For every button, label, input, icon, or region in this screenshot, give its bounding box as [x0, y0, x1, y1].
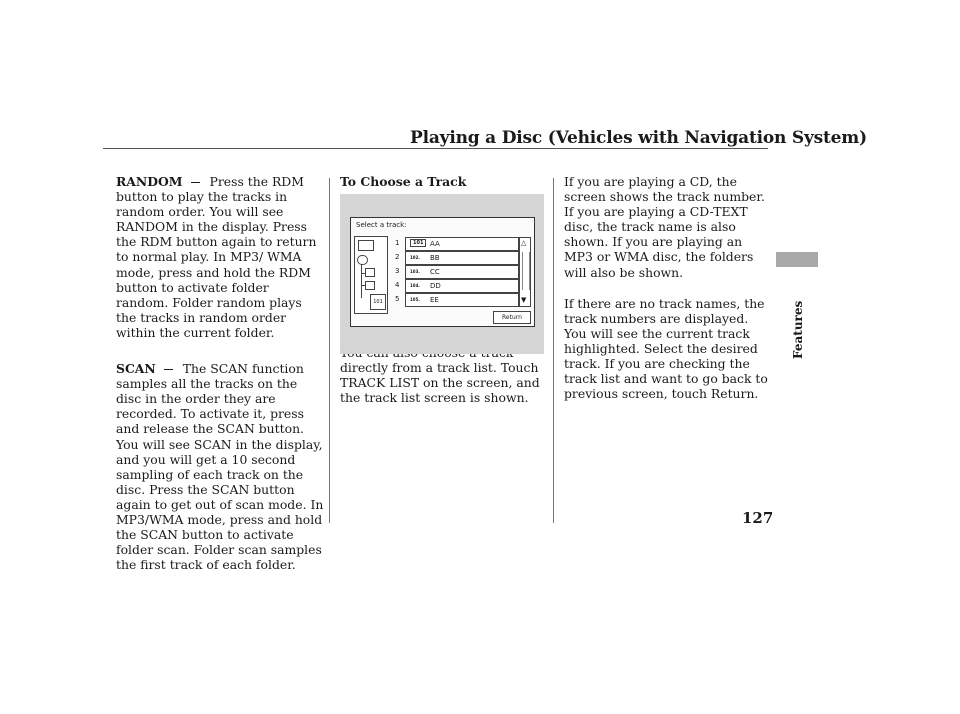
- scroll-down-icon[interactable]: ▼: [521, 296, 527, 304]
- folder-icon: [365, 268, 375, 277]
- track-info-paragraph: If you are playing a CD, the screen shows the track number. If you are playing a CD-TEXT disc, the track name is also shown. If you are playing an MP3 or WMA disc, the folders will also be shown.: [564, 174, 765, 280]
- column-divider-right: [553, 178, 554, 523]
- track-row[interactable]: [395, 293, 517, 307]
- random-paragraph: [116, 174, 324, 340]
- track-info-paragraph: If there are no track names, the track numbers are displayed. You will see the current track highlighted. Select the desired track. If you are checking the track list and want to go back to previous screen, touch Return.: [564, 295, 768, 402]
- page-title: Playing a Disc (Vehicles with Navigation System): [410, 128, 867, 148]
- track-row[interactable]: [395, 237, 517, 251]
- em-dash: [191, 182, 200, 183]
- select-track-prompt: Select a track:: [356, 221, 407, 229]
- track-code: 105.: [410, 297, 420, 302]
- selected-folder-icon: 101: [370, 294, 386, 310]
- track-number: 2: [395, 253, 400, 261]
- scan-heading: SCAN: [116, 361, 156, 377]
- random-text: Press the RDM button to play the tracks in random order. You will see RANDOM in the display. Press the RDM button again to return to normal play. In MP3/ WMA mode, press and hold the RDM button to activate folder random. Folder random plays the tracks in random order within the current folder.: [116, 174, 317, 340]
- track-list-figure: [340, 194, 544, 354]
- choose-track-heading: To Choose a Track: [340, 174, 467, 189]
- track-name: DD: [430, 282, 441, 290]
- track-name: EE: [430, 296, 439, 304]
- return-button[interactable]: Return: [493, 311, 531, 324]
- track-code: 101: [410, 239, 426, 247]
- random-heading: RANDOM: [116, 174, 183, 189]
- folder-icon: [358, 240, 374, 251]
- track-number: 4: [395, 281, 400, 289]
- scan-text: The SCAN function samples all the tracks on the disc in the order they are recorded. To activate it, press and release the SCAN button. You will see SCAN in the display, and you will get a 10 second sampling of each track on the disc. Press the SCAN button again to get out of scan mode. In MP3/WMA mode, press and hold the SCAN button to activate folder scan. Folder scan samples the first track of each folder.: [116, 361, 324, 573]
- em-dash: [164, 369, 173, 370]
- track-number: 5: [395, 295, 400, 303]
- page-number: 127: [742, 509, 774, 527]
- track-name: CC: [430, 268, 440, 276]
- scan-paragraph: [116, 361, 324, 572]
- track-number: 1: [395, 239, 400, 247]
- track-row[interactable]: [395, 265, 517, 279]
- folder-tree[interactable]: [354, 236, 388, 314]
- track-name: AA: [430, 240, 440, 248]
- column-divider-left: [329, 178, 330, 523]
- disc-icon: [357, 255, 368, 265]
- track-code: 102.: [410, 255, 420, 260]
- tree-line: [361, 264, 362, 298]
- section-tab: [776, 252, 818, 267]
- track-row[interactable]: [395, 279, 517, 293]
- track-name: BB: [430, 254, 440, 262]
- track-list: [395, 237, 517, 307]
- track-scrollbar[interactable]: [519, 237, 531, 307]
- section-label: Features: [791, 300, 805, 360]
- track-list-screen: [350, 217, 535, 327]
- column-random-scan: [116, 174, 324, 572]
- track-code: 103.: [410, 269, 420, 274]
- column-track-info: [564, 174, 774, 401]
- choose-track-text: directly from a track list. Touch TRACK LIST on the screen, and the track list screen is shown.: [340, 360, 540, 406]
- scroll-up-icon[interactable]: △: [521, 239, 527, 247]
- track-row[interactable]: [395, 251, 517, 265]
- folder-icon: [365, 281, 375, 290]
- header-rule: [103, 148, 768, 149]
- scroll-track: [522, 252, 530, 290]
- track-number: 3: [395, 267, 400, 275]
- track-code: 104.: [410, 283, 420, 288]
